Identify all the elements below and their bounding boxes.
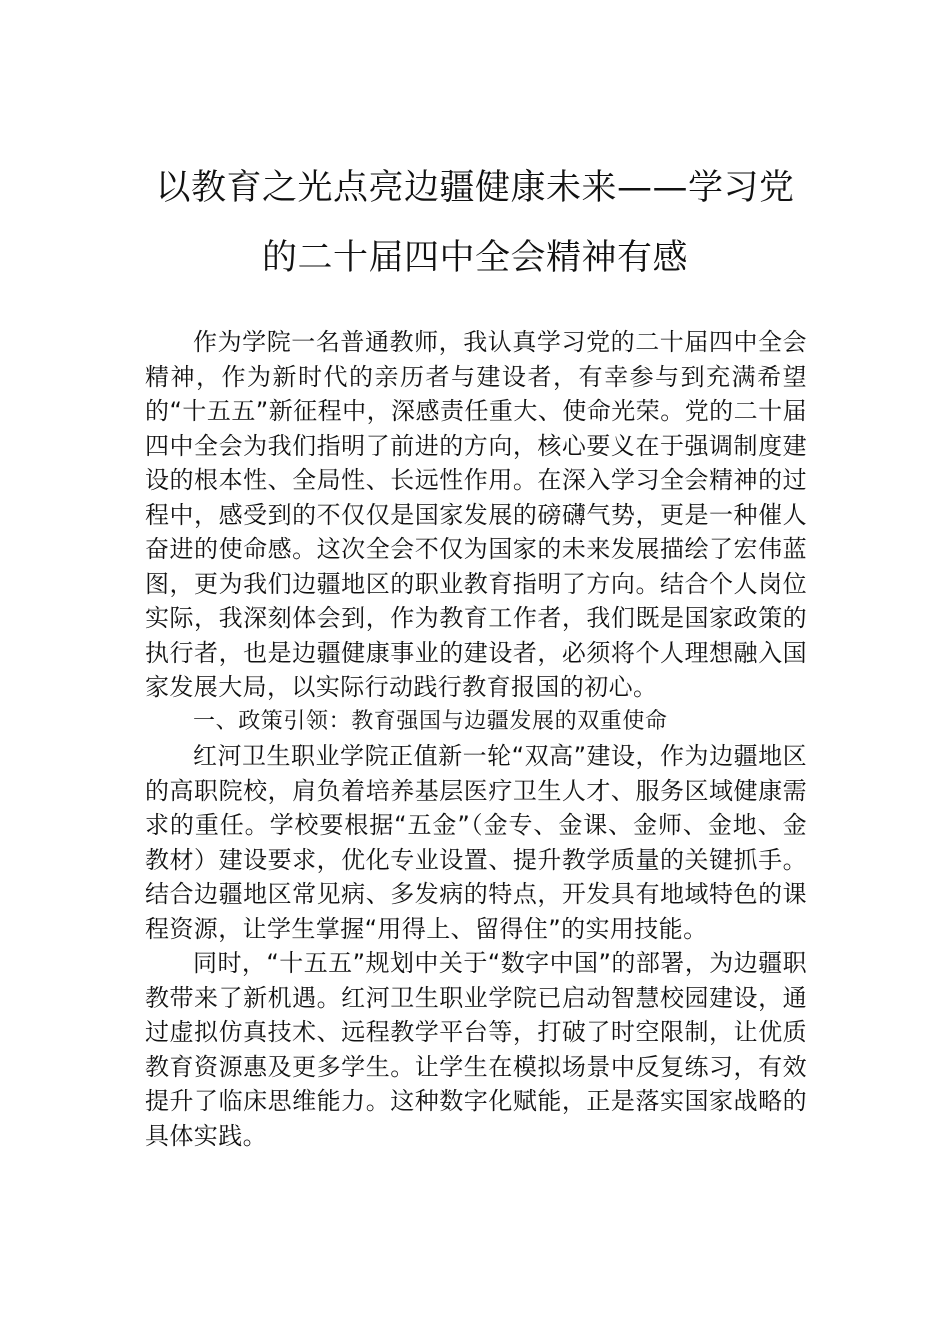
paragraph-intro: 作为学院一名普通教师，我认真学习党的二十届四中全会精神，作为新时代的亲历者与建设者，有幸参与到充满希望的“十五五”新征程中，深感责任重大、使命光荣。党的二十届四中全会为我们指明了前进的方向，核心要义在于强调制度建设的根本性、全局性、长远性作用。在深入学习全会精神的过程中，感受到的不仅仅是国家发展的磅礴气势，更是一种催人奋进的使命感。这次全会不仅为国家的未来发展描绘了宏伟蓝图，更为我们边疆地区的职业教育指明了方向。结合个人岗位实际，我深刻体会到，作为教育工作者，我们既是国家政策的执行者，也是边疆健康事业的建设者，必须将个人理想融入国家发展大局，以实际行动践行教育报国的初心。 [145, 328, 807, 701]
section-heading-1: 一、政策引领：教育强国与边疆发展的双重使命 [193, 708, 668, 734]
paragraph-section-1-b: 同时，“十五五”规划中关于“数字中国”的部署，为边疆职教带来了新机遇。红河卫生职业学院已启动智慧校园建设，通过虚拟仿真技术、远程教学平台等，打破了时空限制，让优质教育资源惠及更多学生。让学生在模拟场景中反复练习，有效提升了临床思维能力。这种数字化赋能，正是落实国家战略的具体实践。 [145, 949, 807, 1150]
paragraph-section-1-a: 红河卫生职业学院正值新一轮“双高”建设，作为边疆地区的高职院校，肩负着培养基层医疗卫生人才、服务区域健康需求的重任。学校要根据“五金”（金专、金课、金师、金地、金教材）建设要求，优化专业设置、提升教学质量的关键抓手。结合边疆地区常见病、多发病的特点，开发具有地域特色的课程资源，让学生掌握“用得上、留得住”的实用技能。 [145, 742, 807, 943]
document-title-line-2: 的二十届四中全会精神有感 [261, 238, 688, 278]
document-body [145, 325, 807, 1153]
document-title-line-1: 以教育之光点亮边疆健康未来——学习党 [155, 168, 795, 208]
